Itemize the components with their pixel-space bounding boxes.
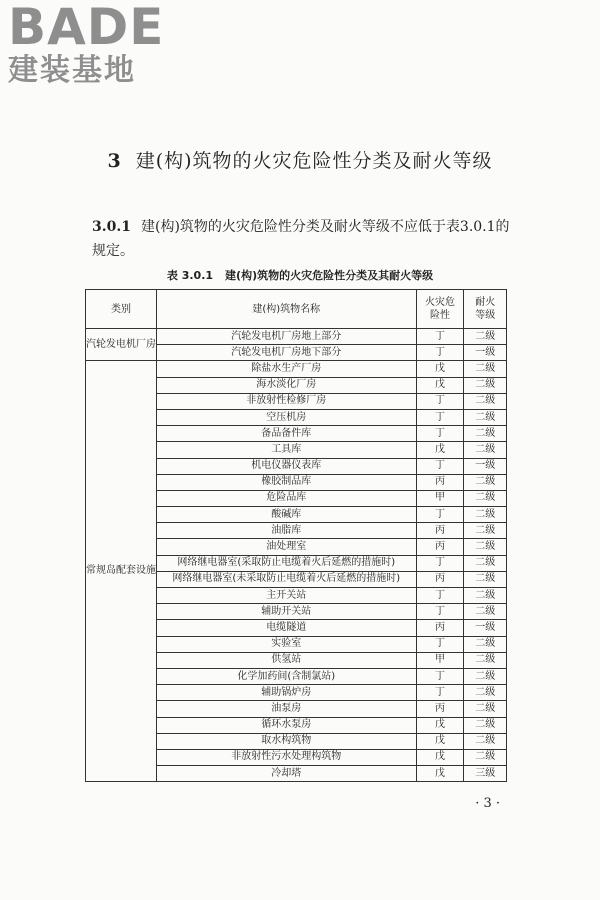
fire-risk-cell: 丁 bbox=[416, 668, 464, 684]
fire-risk-cell: 戊 bbox=[416, 766, 464, 782]
fire-rating-cell: 二级 bbox=[464, 717, 507, 733]
fire-rating-cell: 二级 bbox=[464, 571, 507, 587]
category-cell: 常规岛配套设施 bbox=[86, 361, 157, 782]
fire-risk-cell: 丁 bbox=[416, 604, 464, 620]
fire-rating-cell: 二级 bbox=[464, 539, 507, 555]
building-name-cell: 电缆隧道 bbox=[157, 620, 417, 636]
fire-rating-cell: 二级 bbox=[464, 701, 507, 717]
fire-risk-cell: 丁 bbox=[416, 636, 464, 652]
fire-rating-cell: 三级 bbox=[464, 766, 507, 782]
header-name: 建(构)筑物名称 bbox=[157, 290, 417, 329]
building-name-cell: 除盐水生产厂房 bbox=[157, 361, 417, 377]
fire-rating-cell: 二级 bbox=[464, 588, 507, 604]
building-name-cell: 主开关站 bbox=[157, 588, 417, 604]
fire-risk-cell: 丁 bbox=[416, 458, 464, 474]
fire-risk-cell: 丁 bbox=[416, 685, 464, 701]
building-name-cell: 机电仪器仪表库 bbox=[157, 458, 417, 474]
building-name-cell: 取水构筑物 bbox=[157, 733, 417, 749]
building-name-cell: 油处理室 bbox=[157, 539, 417, 555]
fire-rating-table bbox=[85, 289, 507, 782]
fire-risk-cell: 丁 bbox=[416, 345, 464, 361]
building-name-cell: 酸碱库 bbox=[157, 507, 417, 523]
table-header-row bbox=[86, 290, 507, 329]
fire-risk-cell: 戊 bbox=[416, 733, 464, 749]
chapter-heading bbox=[0, 146, 600, 173]
table-row bbox=[86, 329, 507, 345]
fire-rating-cell: 二级 bbox=[464, 474, 507, 490]
fire-risk-cell: 丙 bbox=[416, 523, 464, 539]
fire-risk-cell: 丙 bbox=[416, 701, 464, 717]
category-cell: 汽轮发电机厂房 bbox=[86, 329, 157, 361]
building-name-cell: 供氢站 bbox=[157, 652, 417, 668]
building-name-cell: 冷却塔 bbox=[157, 766, 417, 782]
chapter-number: 3 bbox=[107, 150, 122, 172]
building-name-cell: 工具库 bbox=[157, 442, 417, 458]
fire-risk-cell: 戊 bbox=[416, 361, 464, 377]
building-name-cell: 化学加药间(含制氯站) bbox=[157, 668, 417, 684]
fire-rating-cell: 二级 bbox=[464, 668, 507, 684]
fire-rating-cell: 二级 bbox=[464, 523, 507, 539]
fire-risk-cell: 丁 bbox=[416, 507, 464, 523]
fire-risk-cell: 丁 bbox=[416, 426, 464, 442]
table-body bbox=[86, 329, 507, 782]
fire-rating-cell: 二级 bbox=[464, 507, 507, 523]
building-name-cell: 实验室 bbox=[157, 636, 417, 652]
fire-risk-cell: 丙 bbox=[416, 620, 464, 636]
building-name-cell: 非放射性污水处理构筑物 bbox=[157, 749, 417, 765]
fire-risk-cell: 丁 bbox=[416, 588, 464, 604]
fire-rating-cell: 一级 bbox=[464, 458, 507, 474]
page-number: · 3 · bbox=[475, 796, 500, 811]
fire-risk-cell: 戊 bbox=[416, 377, 464, 393]
fire-risk-cell: 丁 bbox=[416, 393, 464, 409]
fire-rating-cell: 二级 bbox=[464, 652, 507, 668]
building-name-cell: 油脂库 bbox=[157, 523, 417, 539]
table-caption-title: 建(构)筑物的火灾危险性分类及其耐火等级 bbox=[225, 269, 434, 282]
fire-rating-cell: 二级 bbox=[464, 685, 507, 701]
building-name-cell: 空压机房 bbox=[157, 409, 417, 425]
building-name-cell: 辅助锅炉房 bbox=[157, 685, 417, 701]
building-name-cell: 网络继电器室(未采取防止电缆着火后延燃的措施时) bbox=[157, 571, 417, 587]
fire-rating-cell: 二级 bbox=[464, 329, 507, 345]
building-name-cell: 汽轮发电机厂房地上部分 bbox=[157, 329, 417, 345]
building-name-cell: 备品备件库 bbox=[157, 426, 417, 442]
clause-text: 建(构)筑物的火灾危险性分类及耐火等级不应低于表3.0.1的规定。 bbox=[92, 219, 510, 259]
fire-risk-cell: 戊 bbox=[416, 717, 464, 733]
clause-number: 3.0.1 bbox=[92, 219, 131, 235]
fire-risk-cell: 戊 bbox=[416, 749, 464, 765]
fire-rating-cell: 二级 bbox=[464, 490, 507, 506]
header-category: 类别 bbox=[86, 290, 157, 329]
fire-rating-cell: 二级 bbox=[464, 604, 507, 620]
fire-risk-cell: 丙 bbox=[416, 571, 464, 587]
fire-risk-cell: 戊 bbox=[416, 442, 464, 458]
fire-rating-cell: 二级 bbox=[464, 377, 507, 393]
fire-risk-cell: 甲 bbox=[416, 652, 464, 668]
fire-risk-cell: 甲 bbox=[416, 490, 464, 506]
logo-chinese: 建装基地 bbox=[8, 53, 136, 88]
building-name-cell: 非放射性检修厂房 bbox=[157, 393, 417, 409]
header-grade: 耐火等级 bbox=[464, 290, 507, 329]
building-name-cell: 汽轮发电机厂房地下部分 bbox=[157, 345, 417, 361]
building-name-cell: 辅助开关站 bbox=[157, 604, 417, 620]
fire-rating-cell: 一级 bbox=[464, 620, 507, 636]
chapter-title: 建(构)筑物的火灾危险性分类及耐火等级 bbox=[135, 150, 493, 172]
table-caption-number: 表 3.0.1 bbox=[166, 269, 214, 282]
fire-rating-cell: 二级 bbox=[464, 426, 507, 442]
fire-rating-cell: 二级 bbox=[464, 361, 507, 377]
fire-risk-cell: 丁 bbox=[416, 329, 464, 345]
fire-risk-cell: 丙 bbox=[416, 474, 464, 490]
table-caption bbox=[0, 267, 600, 283]
building-name-cell: 橡胶制品库 bbox=[157, 474, 417, 490]
building-name-cell: 危险品库 bbox=[157, 490, 417, 506]
logo bbox=[8, 0, 178, 88]
header-risk: 火灾危险性 bbox=[416, 290, 464, 329]
fire-risk-cell: 丙 bbox=[416, 539, 464, 555]
logo-wordmark: BADE bbox=[8, 0, 165, 56]
clause-paragraph bbox=[92, 215, 522, 263]
fire-rating-cell: 二级 bbox=[464, 636, 507, 652]
building-name-cell: 网络继电器室(采取防止电缆着火后延燃的措施时) bbox=[157, 555, 417, 571]
fire-rating-cell: 一级 bbox=[464, 345, 507, 361]
building-name-cell: 油泵房 bbox=[157, 701, 417, 717]
building-name-cell: 海水淡化厂房 bbox=[157, 377, 417, 393]
fire-rating-cell: 二级 bbox=[464, 555, 507, 571]
fire-rating-cell: 二级 bbox=[464, 749, 507, 765]
fire-rating-cell: 二级 bbox=[464, 409, 507, 425]
fire-risk-cell: 丁 bbox=[416, 409, 464, 425]
table-row bbox=[86, 361, 507, 377]
fire-rating-cell: 二级 bbox=[464, 442, 507, 458]
fire-rating-cell: 二级 bbox=[464, 733, 507, 749]
fire-rating-cell: 二级 bbox=[464, 393, 507, 409]
fire-risk-cell: 丁 bbox=[416, 555, 464, 571]
building-name-cell: 循环水泵房 bbox=[157, 717, 417, 733]
